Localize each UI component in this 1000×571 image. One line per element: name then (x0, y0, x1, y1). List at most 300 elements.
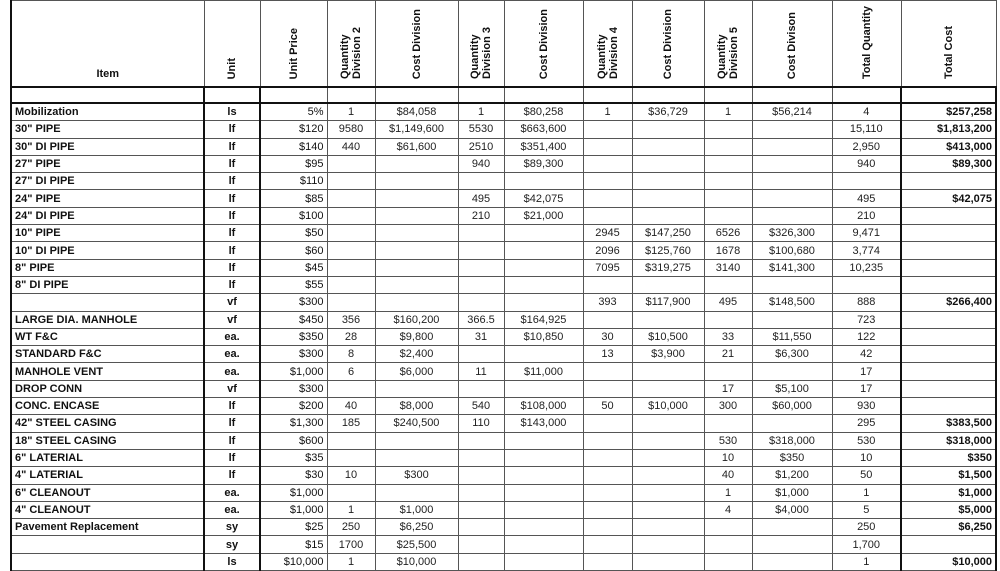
column-header (260, 1, 327, 88)
cost-div3-cell (504, 225, 583, 242)
unit-cell: lf (204, 276, 260, 293)
qty-div2-cell (327, 259, 375, 276)
qty-div5-cell (704, 121, 752, 138)
table-row (11, 398, 996, 415)
total-qty-cell: 1 (832, 484, 901, 501)
item-cell: 10" DI PIPE (11, 242, 204, 259)
qty-div3-cell: 31 (458, 328, 504, 345)
item-cell: 30" DI PIPE (11, 138, 204, 155)
qty-div3-cell (458, 536, 504, 553)
qty-div5-cell: 17 (704, 380, 752, 397)
qty-div3-cell (458, 380, 504, 397)
unit-cell: lf (204, 467, 260, 484)
qty-div4-cell: 2945 (583, 225, 632, 242)
qty-div5-cell (704, 190, 752, 207)
spacer-cell (11, 87, 204, 103)
unit-cell: vf (204, 380, 260, 397)
unit-price-cell: $1,000 (260, 363, 327, 380)
total-cost-cell: $6,250 (901, 519, 996, 536)
cost-div4-cell (632, 121, 704, 138)
spacer-cell (458, 87, 504, 103)
cost-div2-cell (375, 380, 458, 397)
qty-div4-cell: 13 (583, 346, 632, 363)
qty-div4-cell: 30 (583, 328, 632, 345)
table-row (11, 415, 996, 432)
table-row (11, 346, 996, 363)
spacer-cell (504, 87, 583, 103)
total-cost-cell: $318,000 (901, 432, 996, 449)
column-header (901, 1, 996, 88)
column-header-label: Quantity Division 3 (469, 27, 493, 79)
cost-div2-cell: $1,149,600 (375, 121, 458, 138)
total-qty-cell: 15,110 (832, 121, 901, 138)
cost-div3-cell (504, 259, 583, 276)
table-row (11, 311, 996, 328)
qty-div2-cell: 6 (327, 363, 375, 380)
cost-div4-cell (632, 138, 704, 155)
qty-div4-cell: 50 (583, 398, 632, 415)
qty-div3-cell: 940 (458, 155, 504, 172)
cost-div2-cell: $2,400 (375, 346, 458, 363)
cost-div5-cell: $1,200 (752, 467, 832, 484)
qty-div2-cell (327, 276, 375, 293)
total-qty-cell: 2,950 (832, 138, 901, 155)
cost-div3-cell: $164,925 (504, 311, 583, 328)
cost-div4-cell: $3,900 (632, 346, 704, 363)
qty-div4-cell: 7095 (583, 259, 632, 276)
qty-div4-cell (583, 276, 632, 293)
column-header-label: Quantity Division 2 (339, 27, 363, 79)
cost-div4-cell (632, 432, 704, 449)
qty-div5-cell: 10 (704, 449, 752, 466)
cost-div3-cell (504, 242, 583, 259)
unit-price-cell: $55 (260, 276, 327, 293)
cost-div4-cell: $319,275 (632, 259, 704, 276)
qty-div3-cell (458, 449, 504, 466)
table-row (11, 155, 996, 172)
qty-div4-cell (583, 207, 632, 224)
qty-div4-cell: 2096 (583, 242, 632, 259)
item-cell: STANDARD F&C (11, 346, 204, 363)
item-cell: 4" CLEANOUT (11, 501, 204, 518)
total-qty-cell: 3,774 (832, 242, 901, 259)
total-qty-cell (832, 173, 901, 190)
qty-div5-cell: 495 (704, 294, 752, 311)
qty-div3-cell: 2510 (458, 138, 504, 155)
qty-div5-cell: 33 (704, 328, 752, 345)
cost-div4-cell (632, 276, 704, 293)
column-header (204, 1, 260, 88)
table-row (11, 432, 996, 449)
total-cost-cell: $42,075 (901, 190, 996, 207)
qty-div3-cell (458, 259, 504, 276)
cost-div3-cell (504, 484, 583, 501)
unit-cell: lf (204, 173, 260, 190)
unit-price-cell: $200 (260, 398, 327, 415)
item-cell: 24" DI PIPE (11, 207, 204, 224)
unit-price-cell: $95 (260, 155, 327, 172)
qty-div3-cell: 5530 (458, 121, 504, 138)
table-row (11, 138, 996, 155)
total-qty-cell: 940 (832, 155, 901, 172)
qty-div4-cell (583, 190, 632, 207)
column-header-label: Total Quantity (860, 5, 873, 79)
cost-div5-cell (752, 363, 832, 380)
table-row (11, 121, 996, 138)
qty-div4-cell (583, 363, 632, 380)
unit-cell: lf (204, 225, 260, 242)
total-cost-cell (901, 259, 996, 276)
cost-div4-cell (632, 207, 704, 224)
total-qty-cell: 495 (832, 190, 901, 207)
qty-div3-cell (458, 294, 504, 311)
unit-cell: lf (204, 259, 260, 276)
unit-price-cell: $45 (260, 259, 327, 276)
spacer-cell (375, 87, 458, 103)
qty-div4-cell (583, 138, 632, 155)
unit-cell: vf (204, 294, 260, 311)
unit-price-cell: $120 (260, 121, 327, 138)
cost-div2-cell: $300 (375, 467, 458, 484)
cost-div2-cell (375, 173, 458, 190)
cost-div4-cell (632, 449, 704, 466)
cost-div5-cell (752, 138, 832, 155)
unit-cell: lf (204, 155, 260, 172)
cost-div4-cell: $10,000 (632, 398, 704, 415)
cost-div2-cell (375, 432, 458, 449)
total-cost-cell: $1,500 (901, 467, 996, 484)
qty-div4-cell (583, 519, 632, 536)
table-row (11, 259, 996, 276)
qty-div3-cell (458, 346, 504, 363)
cost-div5-cell: $318,000 (752, 432, 832, 449)
cost-estimate-table (10, 0, 997, 571)
cost-div2-cell: $160,200 (375, 311, 458, 328)
unit-price-cell: $140 (260, 138, 327, 155)
cost-div5-cell (752, 536, 832, 553)
cost-div2-cell (375, 449, 458, 466)
table-row (11, 380, 996, 397)
cost-div5-cell: $1,000 (752, 484, 832, 501)
qty-div2-cell: 250 (327, 519, 375, 536)
total-cost-cell (901, 536, 996, 553)
total-cost-cell (901, 173, 996, 190)
total-cost-cell: $1,000 (901, 484, 996, 501)
qty-div2-cell: 9580 (327, 121, 375, 138)
cost-div4-cell (632, 501, 704, 518)
unit-price-cell: $110 (260, 173, 327, 190)
total-qty-cell: 50 (832, 467, 901, 484)
qty-div5-cell: 21 (704, 346, 752, 363)
total-qty-cell: 42 (832, 346, 901, 363)
unit-price-cell: $1,300 (260, 415, 327, 432)
qty-div5-cell (704, 363, 752, 380)
total-qty-cell: 888 (832, 294, 901, 311)
qty-div4-cell (583, 467, 632, 484)
total-qty-cell: 9,471 (832, 225, 901, 242)
column-header-label: Cost Division (662, 8, 674, 79)
qty-div3-cell: 210 (458, 207, 504, 224)
total-cost-cell: $266,400 (901, 294, 996, 311)
item-cell: 18" STEEL CASING (11, 432, 204, 449)
column-header (752, 1, 832, 88)
column-header-label: Cost Divison (786, 11, 798, 79)
table-row (11, 484, 996, 501)
unit-price-cell: $1,000 (260, 501, 327, 518)
total-qty-cell: 4 (832, 103, 901, 121)
qty-div4-cell (583, 501, 632, 518)
unit-price-cell: $60 (260, 242, 327, 259)
total-cost-cell (901, 225, 996, 242)
table-row (11, 103, 996, 121)
cost-div4-cell: $117,900 (632, 294, 704, 311)
cost-div3-cell (504, 346, 583, 363)
spacer-cell (752, 87, 832, 103)
cost-div3-cell (504, 276, 583, 293)
table-row (11, 173, 996, 190)
cost-div3-cell: $143,000 (504, 415, 583, 432)
cost-div4-cell (632, 311, 704, 328)
qty-div5-cell: 1 (704, 484, 752, 501)
qty-div5-cell: 3140 (704, 259, 752, 276)
cost-div4-cell: $125,760 (632, 242, 704, 259)
cost-div3-cell (504, 501, 583, 518)
total-qty-cell: 930 (832, 398, 901, 415)
qty-div2-cell (327, 173, 375, 190)
item-cell: Pavement Replacement (11, 519, 204, 536)
cost-div3-cell: $89,300 (504, 155, 583, 172)
unit-price-cell: $100 (260, 207, 327, 224)
total-cost-cell: $10,000 (901, 553, 996, 570)
qty-div2-cell: 356 (327, 311, 375, 328)
total-cost-cell: $350 (901, 449, 996, 466)
cost-div5-cell (752, 207, 832, 224)
qty-div3-cell (458, 242, 504, 259)
column-header-label: Cost Division (537, 8, 550, 79)
qty-div2-cell (327, 242, 375, 259)
total-cost-cell (901, 398, 996, 415)
qty-div2-cell: 1700 (327, 536, 375, 553)
item-cell: 8" PIPE (11, 259, 204, 276)
qty-div4-cell (583, 311, 632, 328)
cost-div5-cell: $141,300 (752, 259, 832, 276)
qty-div5-cell (704, 155, 752, 172)
qty-div3-cell (458, 432, 504, 449)
column-header: Item (11, 1, 204, 88)
table-row (11, 242, 996, 259)
cost-div5-cell: $4,000 (752, 501, 832, 518)
cost-div3-cell: $11,000 (504, 363, 583, 380)
qty-div5-cell (704, 138, 752, 155)
total-qty-cell: 5 (832, 501, 901, 518)
table-row (11, 294, 996, 311)
cost-div4-cell (632, 519, 704, 536)
total-qty-cell: 723 (832, 311, 901, 328)
cost-div4-cell (632, 190, 704, 207)
qty-div3-cell: 110 (458, 415, 504, 432)
cost-div4-cell (632, 155, 704, 172)
cost-div5-cell: $350 (752, 449, 832, 466)
total-qty-cell (832, 276, 901, 293)
qty-div2-cell (327, 190, 375, 207)
unit-cell: sy (204, 536, 260, 553)
total-cost-cell: $383,500 (901, 415, 996, 432)
qty-div5-cell: 530 (704, 432, 752, 449)
qty-div4-cell (583, 449, 632, 466)
item-cell: 30" PIPE (11, 121, 204, 138)
qty-div5-cell (704, 519, 752, 536)
unit-cell: lf (204, 138, 260, 155)
cost-div3-cell (504, 449, 583, 466)
qty-div2-cell: 28 (327, 328, 375, 345)
cost-div3-cell (504, 173, 583, 190)
unit-price-cell: $10,000 (260, 553, 327, 570)
qty-div5-cell: 4 (704, 501, 752, 518)
cost-div5-cell (752, 311, 832, 328)
cost-div4-cell (632, 380, 704, 397)
cost-div3-cell (504, 380, 583, 397)
unit-cell: lf (204, 398, 260, 415)
unit-cell: ea. (204, 346, 260, 363)
qty-div5-cell (704, 415, 752, 432)
cost-div2-cell: $61,600 (375, 138, 458, 155)
column-header-label: Quantity Division 5 (716, 27, 740, 79)
qty-div3-cell (458, 501, 504, 518)
qty-div2-cell (327, 380, 375, 397)
item-cell: MANHOLE VENT (11, 363, 204, 380)
qty-div2-cell (327, 432, 375, 449)
total-cost-cell: $89,300 (901, 155, 996, 172)
cost-div3-cell: $80,258 (504, 103, 583, 121)
table-row (11, 363, 996, 380)
unit-price-cell: $600 (260, 432, 327, 449)
item-cell (11, 294, 204, 311)
cost-div5-cell: $326,300 (752, 225, 832, 242)
item-cell: 8" DI PIPE (11, 276, 204, 293)
qty-div2-cell: 8 (327, 346, 375, 363)
cost-div2-cell (375, 276, 458, 293)
unit-cell: lf (204, 449, 260, 466)
cost-div2-cell: $8,000 (375, 398, 458, 415)
total-cost-cell: $5,000 (901, 501, 996, 518)
total-qty-cell: 1,700 (832, 536, 901, 553)
column-header-label: Cost Division (410, 8, 423, 79)
table-row (11, 225, 996, 242)
unit-cell: vf (204, 311, 260, 328)
spacer-row (11, 87, 996, 103)
column-header-label: Unit (226, 57, 238, 79)
unit-price-cell: $85 (260, 190, 327, 207)
qty-div4-cell (583, 173, 632, 190)
qty-div2-cell: 1 (327, 553, 375, 570)
cost-div3-cell: $42,075 (504, 190, 583, 207)
qty-div3-cell (458, 276, 504, 293)
cost-div4-cell (632, 415, 704, 432)
qty-div2-cell (327, 449, 375, 466)
unit-price-cell: 5% (260, 103, 327, 121)
total-qty-cell: 210 (832, 207, 901, 224)
qty-div3-cell (458, 173, 504, 190)
cost-div2-cell (375, 190, 458, 207)
total-cost-cell: $1,813,200 (901, 121, 996, 138)
cost-div5-cell (752, 519, 832, 536)
column-header-label: Quantity Division 4 (595, 27, 620, 79)
item-cell: CONC. ENCASE (11, 398, 204, 415)
cost-div3-cell: $351,400 (504, 138, 583, 155)
item-cell: 27" PIPE (11, 155, 204, 172)
spacer-cell (832, 87, 901, 103)
item-cell: 4" LATERIAL (11, 467, 204, 484)
cost-div2-cell (375, 155, 458, 172)
cost-div5-cell (752, 190, 832, 207)
cost-div2-cell: $25,500 (375, 536, 458, 553)
cost-div2-cell: $10,000 (375, 553, 458, 570)
cost-div4-cell: $147,250 (632, 225, 704, 242)
table-row (11, 190, 996, 207)
column-header (458, 1, 504, 88)
column-header-label: Total Cost (942, 26, 955, 79)
qty-div3-cell (458, 519, 504, 536)
item-cell: 27" DI PIPE (11, 173, 204, 190)
qty-div2-cell (327, 207, 375, 224)
cost-div5-cell: $60,000 (752, 398, 832, 415)
cost-div3-cell (504, 519, 583, 536)
qty-div5-cell: 1 (704, 103, 752, 121)
qty-div4-cell (583, 380, 632, 397)
unit-price-cell: $25 (260, 519, 327, 536)
cost-div3-cell: $10,850 (504, 328, 583, 345)
total-qty-cell: 17 (832, 380, 901, 397)
cost-div4-cell: $10,500 (632, 328, 704, 345)
item-cell: 24" PIPE (11, 190, 204, 207)
item-cell: WT F&C (11, 328, 204, 345)
unit-price-cell: $300 (260, 294, 327, 311)
cost-div2-cell (375, 242, 458, 259)
qty-div5-cell: 40 (704, 467, 752, 484)
cost-div3-cell: $663,600 (504, 121, 583, 138)
cost-div5-cell: $56,214 (752, 103, 832, 121)
cost-div5-cell: $11,550 (752, 328, 832, 345)
unit-cell: ls (204, 553, 260, 570)
qty-div3-cell (458, 484, 504, 501)
unit-cell: sy (204, 519, 260, 536)
item-cell: 6" LATERIAL (11, 449, 204, 466)
cost-div2-cell: $240,500 (375, 415, 458, 432)
total-qty-cell: 122 (832, 328, 901, 345)
unit-price-cell: $300 (260, 346, 327, 363)
unit-cell: ea. (204, 328, 260, 345)
total-cost-cell (901, 311, 996, 328)
column-header (375, 1, 458, 88)
total-cost-cell (901, 346, 996, 363)
cost-div3-cell: $108,000 (504, 398, 583, 415)
qty-div5-cell: 300 (704, 398, 752, 415)
header-row (11, 1, 996, 88)
unit-price-cell: $1,000 (260, 484, 327, 501)
unit-price-cell: $15 (260, 536, 327, 553)
cost-div5-cell: $148,500 (752, 294, 832, 311)
unit-cell: lf (204, 190, 260, 207)
cost-div3-cell (504, 467, 583, 484)
qty-div3-cell: 11 (458, 363, 504, 380)
unit-price-cell: $35 (260, 449, 327, 466)
table-row (11, 207, 996, 224)
cost-div2-cell (375, 225, 458, 242)
cost-div2-cell: $9,800 (375, 328, 458, 345)
spacer-cell (632, 87, 704, 103)
qty-div4-cell (583, 432, 632, 449)
cost-div4-cell (632, 363, 704, 380)
